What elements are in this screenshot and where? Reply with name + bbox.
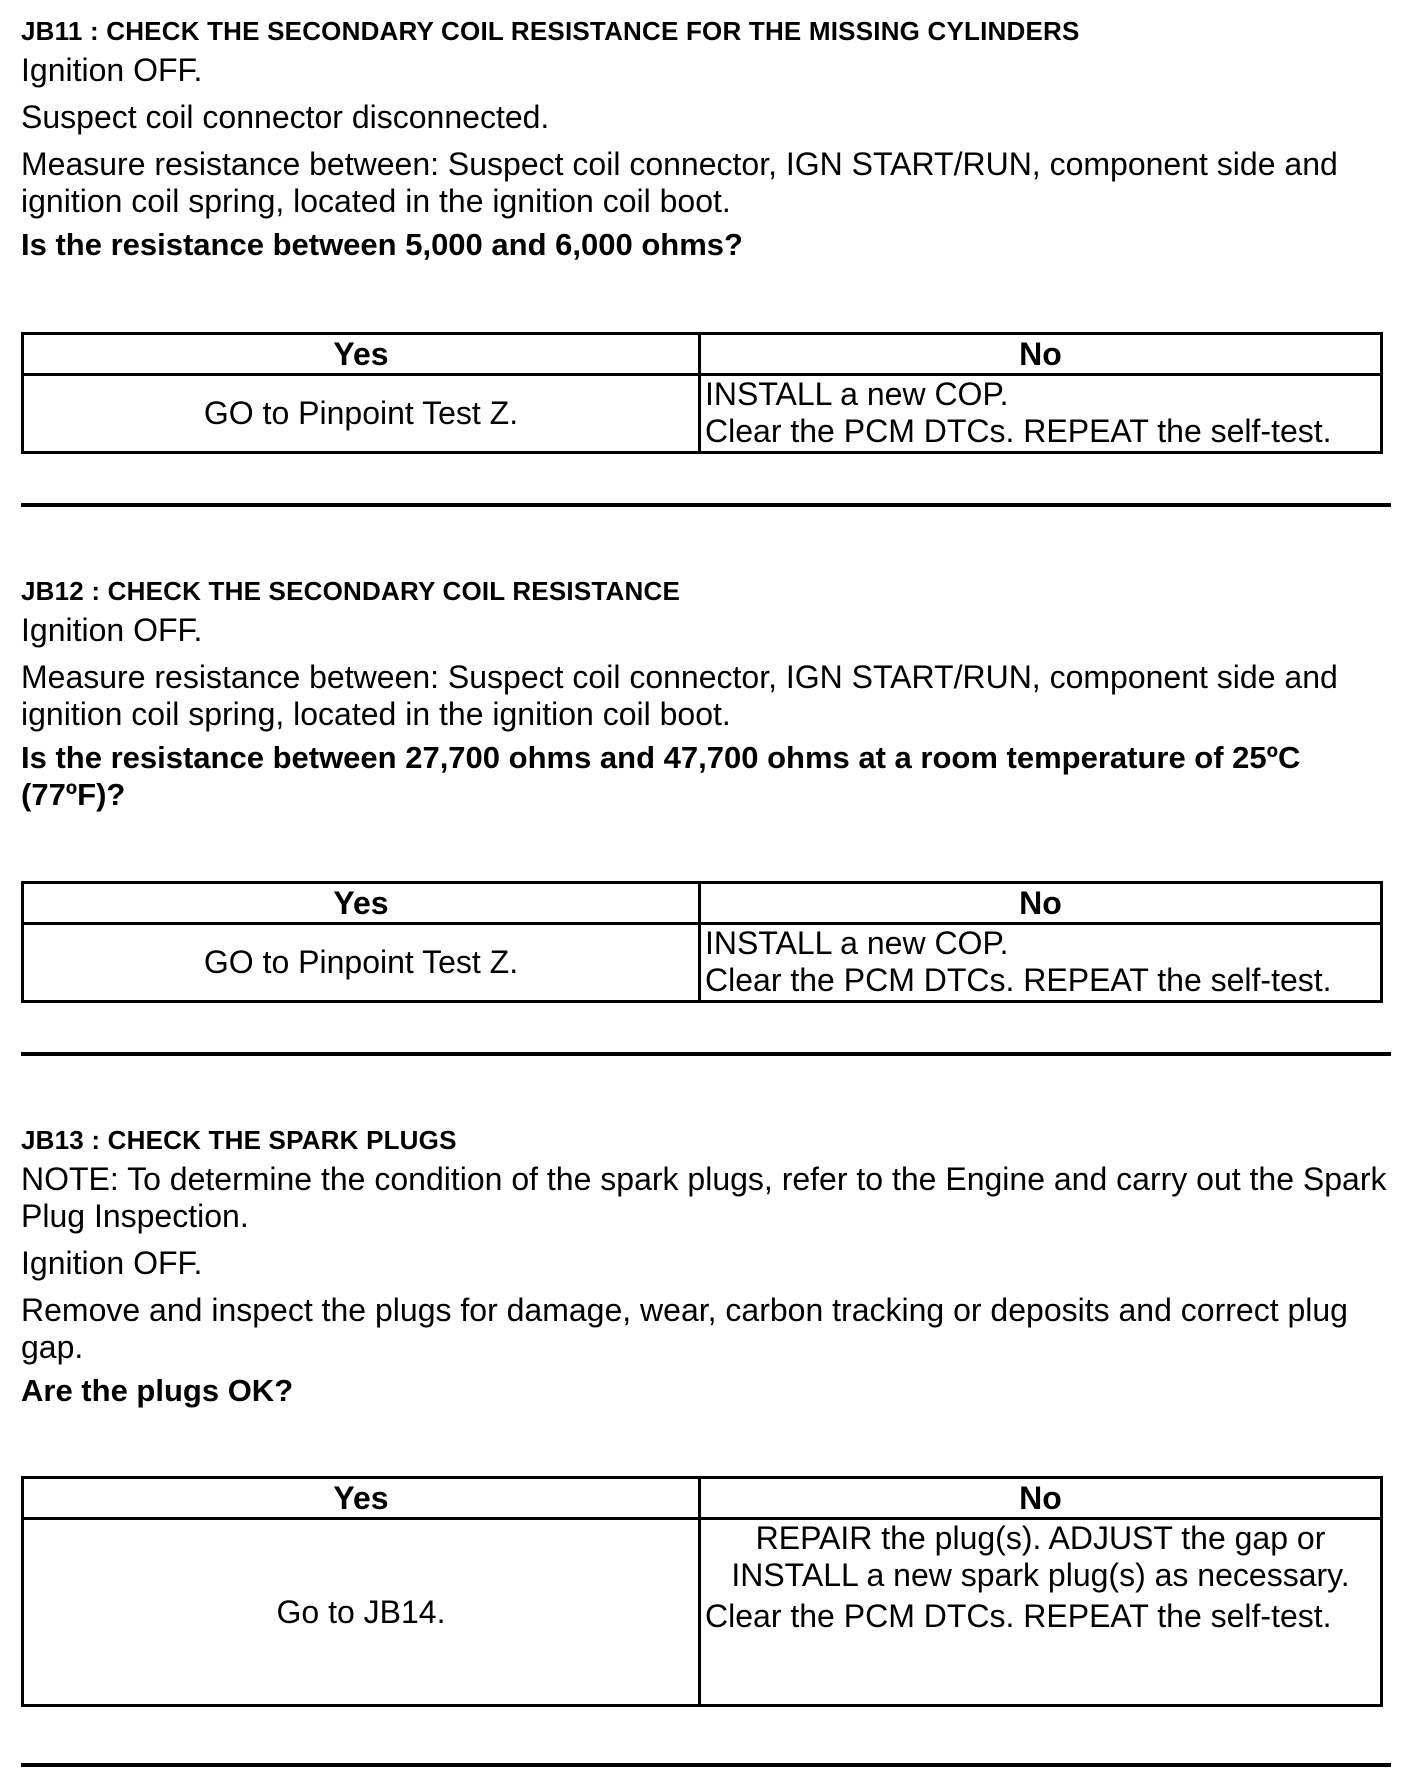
step-heading: JB11 : CHECK THE SECONDARY COIL RESISTANCE FOR THE MISSING CYLINDERS <box>21 16 1080 46</box>
step-question: Is the resistance between 5,000 and 6,000 ohms? <box>21 227 743 262</box>
no-header: No <box>700 883 1382 924</box>
step-instruction: Ignition OFF. <box>21 52 203 88</box>
step-instruction: Ignition OFF. <box>21 1245 203 1281</box>
step-instruction: NOTE: To determine the condition of the spark plugs, refer to the Engine and carry out the Spark Plug Inspection. <box>21 1161 1387 1234</box>
yes-header: Yes <box>23 1478 700 1519</box>
result-table-jb13 <box>21 1476 1383 1707</box>
result-table-jb12 <box>21 881 1383 1003</box>
step-instruction: Ignition OFF. <box>21 612 203 648</box>
no-action-line: Clear the PCM DTCs. REPEAT the self-test. <box>705 962 1332 998</box>
no-action-line: REPAIR the plug(s). ADJUST the gap or INSTALL a new spark plug(s) as necessary. <box>731 1520 1350 1593</box>
no-action-cell <box>700 1519 1382 1706</box>
yes-header: Yes <box>23 883 700 924</box>
step-instruction: Suspect coil connector disconnected. <box>21 99 550 135</box>
section-divider <box>21 503 1391 507</box>
result-table-jb11 <box>21 332 1383 454</box>
yes-action: Go to JB14. <box>23 1519 700 1706</box>
no-action-line: INSTALL a new COP. <box>705 925 1009 961</box>
step-heading: JB13 : CHECK THE SPARK PLUGS <box>21 1125 457 1155</box>
step-question: Are the plugs OK? <box>21 1373 294 1408</box>
section-divider <box>21 1052 1391 1056</box>
step-instruction: Remove and inspect the plugs for damage, wear, carbon tracking or deposits and correct plug gap. <box>21 1292 1348 1365</box>
yes-action: GO to Pinpoint Test Z. <box>23 924 700 1002</box>
no-action-line: INSTALL a new COP. <box>705 376 1009 412</box>
no-header: No <box>700 334 1382 375</box>
no-header: No <box>700 1478 1382 1519</box>
yes-action: GO to Pinpoint Test Z. <box>23 375 700 453</box>
no-action-line: Clear the PCM DTCs. REPEAT the self-test. <box>705 1598 1332 1634</box>
yes-header: Yes <box>23 334 700 375</box>
step-instruction: Measure resistance between: Suspect coil connector, IGN START/RUN, component side and ignition coil spring, located in the ignition coil boot. <box>21 146 1338 219</box>
no-action-line: Clear the PCM DTCs. REPEAT the self-test. <box>705 413 1332 449</box>
section-divider <box>21 1763 1391 1767</box>
step-instruction: Measure resistance between: Suspect coil connector, IGN START/RUN, component side and ignition coil spring, located in the ignition coil boot. <box>21 659 1338 732</box>
section-jb12 <box>21 576 1391 813</box>
no-action-cell <box>700 375 1382 453</box>
section-jb11 <box>21 16 1391 263</box>
no-action-cell <box>700 924 1382 1002</box>
step-heading: JB12 : CHECK THE SECONDARY COIL RESISTANCE <box>21 576 680 606</box>
section-jb13 <box>21 1125 1391 1409</box>
step-question: Is the resistance between 27,700 ohms and 47,700 ohms at a room temperature of 25ºC (77ºF)? <box>21 740 1301 812</box>
